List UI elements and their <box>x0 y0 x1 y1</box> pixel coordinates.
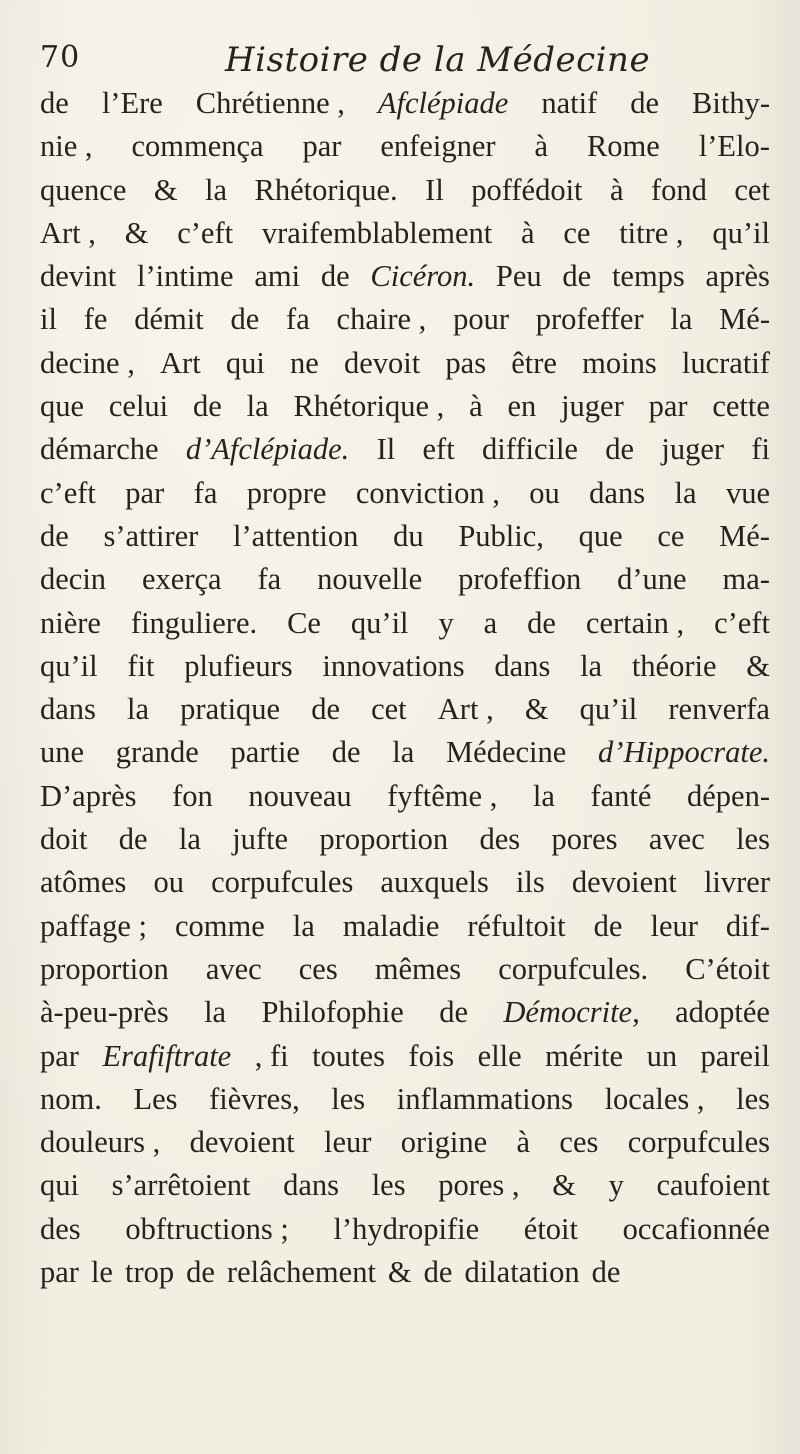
word: Ce <box>287 605 321 640</box>
word: de <box>527 605 556 640</box>
word: Cicéron. <box>370 259 476 294</box>
text-line <box>40 991 770 1034</box>
word: Rhétorique. <box>254 172 398 207</box>
text-line <box>40 602 770 645</box>
word: réfultoit <box>467 908 566 943</box>
word: livrer <box>703 865 770 900</box>
word: pareil <box>700 1038 770 1073</box>
word: mérite <box>545 1038 624 1073</box>
word: partie <box>230 735 300 770</box>
word: titre , <box>619 215 684 250</box>
word: l’attention <box>233 518 359 553</box>
word: Il <box>425 172 444 207</box>
word: la <box>674 475 697 510</box>
word: Art <box>160 345 201 380</box>
body-text <box>40 82 770 1294</box>
word: decin <box>40 562 107 597</box>
word: Peu <box>495 259 542 294</box>
word: doit <box>40 822 88 857</box>
word: la <box>670 302 693 337</box>
word: proportion <box>319 822 449 857</box>
text-line <box>40 1251 770 1294</box>
word: par <box>125 475 165 510</box>
word: Afclépiade <box>377 86 509 120</box>
word: de <box>186 1255 215 1290</box>
word: Mé- <box>719 518 770 553</box>
word: & <box>124 215 149 250</box>
text-line <box>40 1121 770 1164</box>
word: ces <box>559 1125 599 1160</box>
text-line <box>40 385 770 428</box>
word: comme <box>175 908 265 943</box>
word: fa <box>257 562 282 597</box>
word: juger <box>661 432 725 467</box>
word: Chrétienne , <box>195 86 345 120</box>
word: Les <box>133 1081 178 1116</box>
word: nière <box>40 605 101 640</box>
word: démarche <box>40 432 159 467</box>
word: fi <box>751 432 770 467</box>
word: s’arrêtoient <box>111 1168 251 1203</box>
text-line <box>40 775 770 818</box>
word: Médecine <box>446 735 567 770</box>
word: vraifemblablement <box>261 215 493 250</box>
word: maladie <box>342 908 440 943</box>
word: innovations <box>322 648 465 683</box>
word: devint <box>40 259 117 294</box>
word: certain , <box>585 605 685 640</box>
word: la <box>246 389 269 424</box>
word: pas <box>445 345 487 380</box>
word: la <box>178 822 201 857</box>
word: & <box>153 172 178 207</box>
word: natif <box>541 86 598 120</box>
word: de <box>311 692 340 727</box>
word: l’Elo- <box>698 129 770 164</box>
word: par <box>40 1038 79 1073</box>
word: à-peu-près <box>40 995 169 1030</box>
word: la <box>580 648 603 683</box>
word: & <box>387 1255 412 1290</box>
word: cet <box>734 172 770 207</box>
word: par <box>648 389 688 424</box>
word: locales , <box>604 1081 705 1116</box>
word: difficile <box>481 432 578 467</box>
word: des <box>40 1211 81 1246</box>
word: devoient <box>189 1125 295 1160</box>
word: la <box>205 172 228 207</box>
word: le <box>90 1255 113 1290</box>
word: de <box>118 822 148 857</box>
word: ma- <box>722 562 770 597</box>
word: elle <box>477 1038 522 1073</box>
text-line <box>40 298 770 341</box>
word: s’attirer <box>103 518 199 553</box>
word: être <box>511 345 557 380</box>
word: fa <box>286 302 310 337</box>
word: atômes <box>40 865 127 900</box>
word: dans <box>40 692 96 727</box>
text-line <box>40 169 770 212</box>
word: caufoient <box>656 1168 770 1203</box>
word: de <box>605 432 635 467</box>
word: Public, <box>458 518 544 553</box>
word: C’étoit <box>685 951 770 986</box>
word: ces <box>298 951 338 986</box>
word: ce <box>563 215 591 250</box>
word: étoit <box>523 1211 578 1246</box>
text-line <box>40 1035 770 1078</box>
word: théorie <box>631 648 717 683</box>
word: par <box>40 1255 79 1290</box>
word: que <box>40 389 85 424</box>
word: cette <box>712 389 770 424</box>
word: exerça <box>142 562 222 597</box>
word: après <box>705 259 770 294</box>
text-line <box>40 645 770 688</box>
text-line <box>40 515 770 558</box>
word: de <box>562 259 592 294</box>
word: la <box>292 908 315 943</box>
word: trop <box>124 1255 175 1290</box>
text-line <box>40 1208 770 1251</box>
word: fanté <box>590 778 652 813</box>
word: a <box>483 605 498 640</box>
word: commença <box>131 129 264 164</box>
word: Rome <box>586 129 660 164</box>
word: enfeigner <box>380 129 496 164</box>
text-line <box>40 688 770 731</box>
word: & <box>552 1168 576 1203</box>
word: profeffer <box>535 302 644 337</box>
word: chaire , <box>336 302 427 337</box>
word: occafionnée <box>622 1211 770 1246</box>
word: fe <box>83 302 108 337</box>
word: qu’il <box>40 648 98 683</box>
word: une <box>40 735 85 770</box>
word: nom. <box>40 1081 102 1116</box>
word: celui <box>108 389 169 424</box>
word: origine <box>400 1125 488 1160</box>
word: obftructions ; <box>125 1211 289 1246</box>
word: eft <box>422 432 455 467</box>
text-line <box>40 558 770 601</box>
word: c’eft <box>177 215 234 250</box>
word: il <box>40 302 57 337</box>
word: juger <box>561 389 624 424</box>
word: de <box>630 86 660 120</box>
word: ami <box>254 259 301 294</box>
word: toutes <box>312 1038 385 1073</box>
word: d’Hippocrate. <box>598 735 770 770</box>
word: de <box>40 518 69 553</box>
word: la <box>127 692 150 727</box>
word: nouvelle <box>317 562 423 597</box>
word: avec <box>205 951 262 986</box>
word: les <box>331 1081 366 1116</box>
word: Mé- <box>719 302 770 337</box>
word: propre <box>246 475 327 510</box>
text-line <box>40 861 770 904</box>
word: pour <box>453 302 509 337</box>
word: dif- <box>725 908 770 943</box>
word: ou <box>529 475 560 510</box>
word: dans <box>589 475 646 510</box>
word: ils <box>515 865 545 900</box>
word: qui <box>225 345 265 380</box>
page-number: 70 <box>40 40 81 75</box>
word: que <box>578 518 623 553</box>
word: & <box>746 648 770 683</box>
word: paffage ; <box>40 908 147 943</box>
word: adoptée <box>675 995 770 1030</box>
word: les <box>736 822 770 857</box>
word: nie , <box>40 129 93 164</box>
word: fièvres, <box>209 1081 300 1116</box>
word: de <box>331 735 361 770</box>
word: Il <box>376 432 396 467</box>
word: dépen- <box>687 778 770 813</box>
word: ou <box>153 865 184 900</box>
text-line <box>40 428 770 471</box>
word: devoient <box>571 865 677 900</box>
word: grande <box>115 735 199 770</box>
word: pores , <box>438 1168 520 1203</box>
word: l’hydropifie <box>333 1211 480 1246</box>
word: avec <box>648 822 705 857</box>
word: de <box>192 389 222 424</box>
word: à <box>469 389 483 424</box>
word: ne <box>290 345 319 380</box>
word: Philofophie <box>261 995 404 1030</box>
word: fyftême , <box>387 778 498 813</box>
word: de <box>591 1255 621 1290</box>
word: les <box>371 1168 406 1203</box>
word: fon <box>172 778 213 813</box>
text-line <box>40 731 770 774</box>
word: vue <box>725 475 770 510</box>
text-line <box>40 905 770 948</box>
word: plufieurs <box>184 648 293 683</box>
word: decine , <box>40 345 135 380</box>
word: Erafiftrate <box>102 1038 232 1073</box>
word: renverfa <box>668 692 770 727</box>
word: D’après <box>40 778 137 813</box>
text-line <box>40 125 770 168</box>
word: leur <box>650 908 698 943</box>
word: Art , <box>40 215 96 250</box>
word: Démocrite, <box>503 995 640 1030</box>
text-line <box>40 472 770 515</box>
word: qu’il <box>350 605 409 640</box>
word: des <box>479 822 521 857</box>
word: Art , <box>437 692 494 727</box>
word: & <box>524 692 549 727</box>
text-line <box>40 1164 770 1207</box>
word: lucratif <box>681 345 770 380</box>
word: quence <box>40 172 127 207</box>
word: démit <box>134 302 204 337</box>
word: finguliere. <box>130 605 258 640</box>
word: conviction , <box>355 475 500 510</box>
word: auxquels <box>380 865 489 900</box>
word: dans <box>494 648 551 683</box>
word: de <box>230 302 260 337</box>
word: y <box>608 1168 624 1203</box>
running-head: Histoire de la Médecine <box>225 40 651 80</box>
word: devoit <box>343 345 421 380</box>
text-line <box>40 1078 770 1121</box>
word: fois <box>408 1038 455 1073</box>
word: inflammations <box>396 1081 573 1116</box>
word: Rhétorique , <box>293 389 445 424</box>
word: à <box>609 172 624 207</box>
word: un <box>646 1038 678 1073</box>
word: qu’il <box>712 215 770 250</box>
word: douleurs , <box>40 1125 161 1160</box>
word: l’Ere <box>101 86 163 120</box>
word: l’intime <box>137 259 234 294</box>
word: corpufcules. <box>498 951 649 986</box>
word: fit <box>127 648 155 683</box>
word: qu’il <box>579 692 638 727</box>
word: Bithy- <box>692 86 770 120</box>
word: proportion <box>40 951 169 986</box>
word: les <box>736 1081 770 1116</box>
word: dans <box>283 1168 340 1203</box>
word: fa <box>193 475 218 510</box>
word: poffédoit <box>471 172 583 207</box>
word: du <box>393 518 424 553</box>
word: corpufcules <box>211 865 354 900</box>
word: de <box>320 259 350 294</box>
word: moins <box>582 345 657 380</box>
word: de <box>40 86 69 120</box>
word: c’eft <box>40 475 96 510</box>
word: dilatation <box>464 1255 580 1290</box>
text-line <box>40 212 770 255</box>
word: à <box>516 1125 531 1160</box>
word: qui <box>40 1168 79 1203</box>
word: d’Afclépiade. <box>185 432 350 467</box>
word: fond <box>651 172 707 207</box>
word: par <box>302 129 342 164</box>
word: pratique <box>180 692 281 727</box>
word: la <box>392 735 415 770</box>
word: de <box>423 1255 453 1290</box>
word: à <box>521 215 535 250</box>
text-line <box>40 82 770 125</box>
word: d’une <box>617 562 687 597</box>
text-line <box>40 818 770 861</box>
word: en <box>507 389 537 424</box>
word: nouveau <box>248 778 352 813</box>
word: c’eft <box>714 605 770 640</box>
text-line <box>40 948 770 991</box>
text-line <box>40 342 770 385</box>
word: profeffion <box>458 562 582 597</box>
word: , fi <box>254 1038 289 1073</box>
word: ce <box>657 518 685 553</box>
word: corpufcules <box>627 1125 770 1160</box>
word: relâchement <box>226 1255 376 1290</box>
word: de <box>593 908 623 943</box>
word: cet <box>371 692 407 727</box>
word: mêmes <box>374 951 462 986</box>
text-line <box>40 255 770 298</box>
word: jufte <box>232 822 289 857</box>
word: la <box>532 778 555 813</box>
word: leur <box>324 1125 372 1160</box>
word: à <box>534 129 549 164</box>
word: la <box>204 995 227 1030</box>
word: de <box>439 995 468 1030</box>
word: temps <box>611 259 685 294</box>
word: pores <box>551 822 618 857</box>
word: y <box>438 605 454 640</box>
